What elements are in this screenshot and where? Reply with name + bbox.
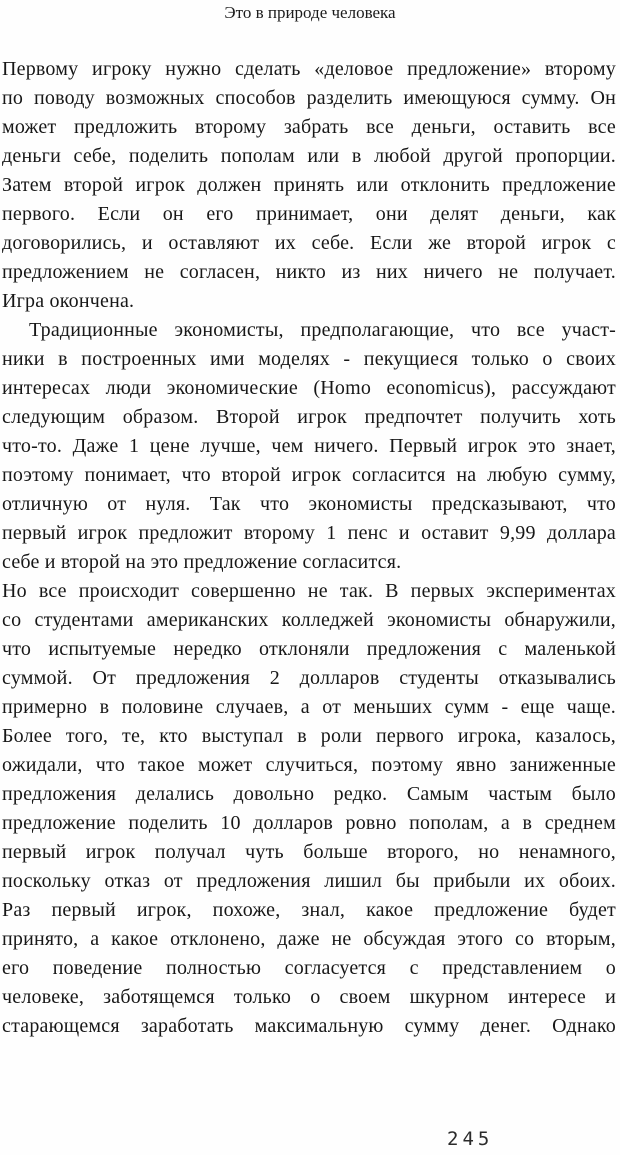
page-body [2, 55, 616, 1041]
text-line: примерно в половине случаев, а от меньших сумм - еще чаще. [2, 696, 616, 718]
text-line: следующим образом. Второй игрок предпочтет получить хоть [2, 406, 616, 428]
text-line: первый игрок получал чуть больше второго, но ненамного, [2, 841, 616, 863]
text-line: интересах люди экономические (Homo economicus), рассуждают [2, 377, 616, 399]
text-line: ники в построенных ими моделях - пекущиеся только о своих [2, 348, 616, 370]
text-line: Игра окончена. [2, 290, 135, 312]
text-line: предложением не согласен, никто из них ничего не получает. [2, 261, 616, 283]
text-line: Традиционные экономисты, предполагающие, что все участ- [29, 319, 616, 341]
text-line: поскольку отказ от предложения лишил бы прибыли их обоих. [2, 870, 616, 892]
text-line: может предложить второму забрать все деньги, оставить все [2, 116, 616, 138]
text-line: Более того, те, кто выступал в роли первого игрока, казалось, [2, 725, 616, 747]
text-line: ожидали, что такое может случиться, поэтому явно заниженные [2, 754, 616, 776]
text-line: Первому игроку нужно сделать «деловое предложение» второму [2, 58, 616, 80]
text-line: себе и второй на это предложение согласится. [2, 551, 402, 573]
text-line: принято, а какое отклонено, даже не обсуждая этого со вторым, [2, 928, 616, 950]
page-number: 245 [447, 1128, 494, 1150]
text-line: поэтому понимает, что второй игрок согласится на любую сумму, [2, 464, 616, 486]
text-line: предложения делались довольно редко. Самым частым было [2, 783, 616, 805]
text-line: что-то. Даже 1 цене лучше, чем ничего. Первый игрок это знает, [2, 435, 616, 457]
text-line: что испытуемые нередко отклоняли предложения с маленькой [2, 638, 616, 660]
text-line: договорились, и оставляют их себе. Если же второй игрок с [2, 232, 616, 254]
text-line: Раз первый игрок, похоже, знал, какое предложение будет [2, 899, 616, 921]
text-line: деньги себе, поделить пополам или в любой другой пропорции. [2, 145, 616, 167]
running-header: Это в природе человека [224, 3, 396, 22]
text-line: человеке, заботящемся только о своем шкурном интересе и [2, 986, 616, 1008]
text-line: со студентами американских колледжей экономисты обнаружили, [2, 609, 616, 631]
text-line: Затем второй игрок должен принять или отклонить предложение [2, 174, 616, 196]
text-line: первый игрок предложит второму 1 пенс и оставит 9,99 доллара [2, 522, 616, 544]
text-line: предложение поделить 10 долларов ровно пополам, а в среднем [2, 812, 616, 834]
text-line: Но все происходит совершенно не так. В первых экспериментах [2, 580, 616, 602]
text-line: по поводу возможных способов разделить имеющуюся сумму. Он [2, 87, 616, 109]
text-line: первого. Если он его принимает, они делят деньги, как [2, 203, 616, 225]
text-line: старающемся заработать максимальную сумму денег. Однако [2, 1015, 616, 1037]
text-line: его поведение полностью согласуется с представлением о [2, 957, 616, 979]
text-line: отличную от нуля. Так что экономисты предсказывают, что [2, 493, 616, 515]
text-line: суммой. От предложения 2 долларов студенты отказывались [2, 667, 616, 689]
